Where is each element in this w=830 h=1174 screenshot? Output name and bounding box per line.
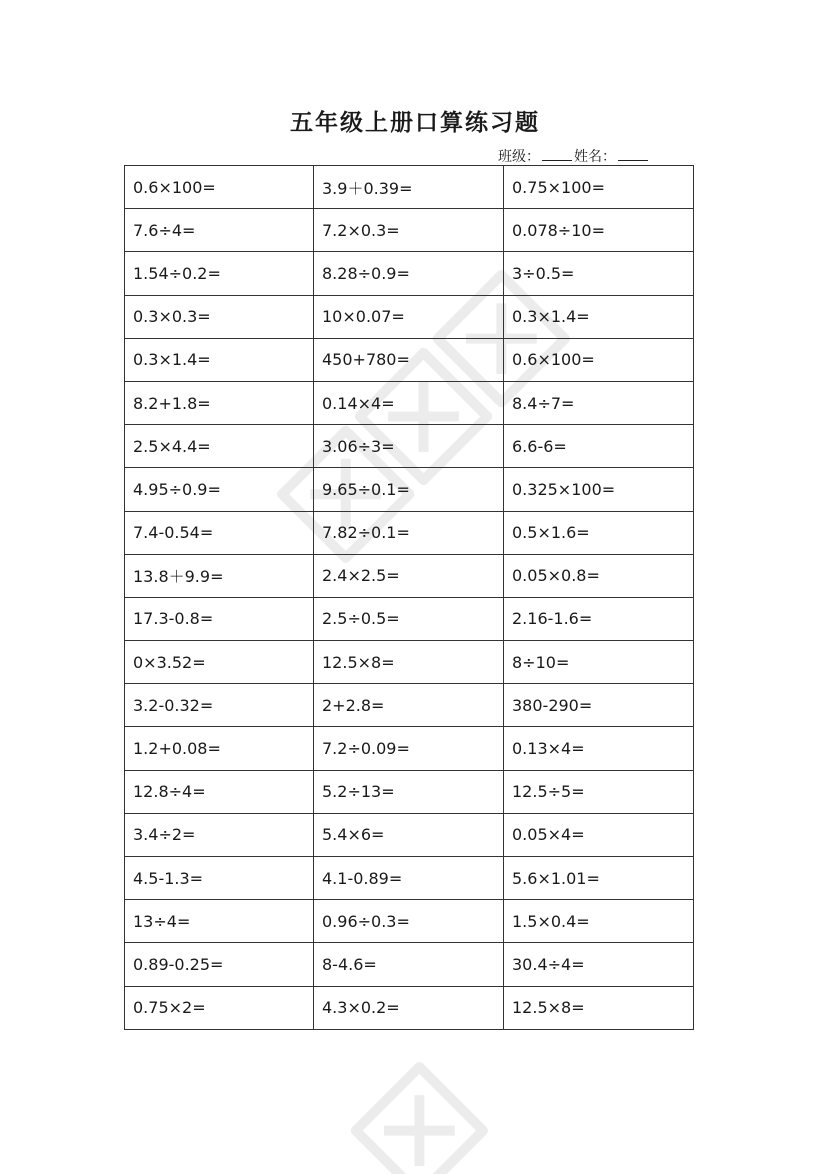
problem-cell: 0.14×4= — [314, 381, 504, 424]
problem-cell: 0.6×100= — [125, 166, 314, 209]
class-label: 班级： — [498, 149, 540, 165]
problem-cell: 0.6×100= — [504, 338, 694, 381]
problem-cell: 7.82÷0.1= — [314, 511, 504, 554]
table-row — [125, 770, 694, 813]
problem-cell: 5.4×6= — [314, 813, 504, 856]
problem-cell: 6.6-6= — [504, 425, 694, 468]
problem-cell: 1.2+0.08= — [125, 727, 314, 770]
problem-cell: 13.8＋9.9= — [125, 554, 314, 597]
table-row — [125, 511, 694, 554]
problem-cell: 380-290= — [504, 684, 694, 727]
problem-cell: 7.2×0.3= — [314, 209, 504, 252]
problem-cell: 7.6÷4= — [125, 209, 314, 252]
problem-cell: 12.5×8= — [504, 986, 694, 1029]
problem-cell: 7.2÷0.09= — [314, 727, 504, 770]
problem-cell: 4.95÷0.9= — [125, 468, 314, 511]
problem-cell: 0.75×2= — [125, 986, 314, 1029]
table-row — [125, 857, 694, 900]
problem-cell: 0.3×1.4= — [504, 295, 694, 338]
table-row — [125, 727, 694, 770]
problem-cell: 3.2-0.32= — [125, 684, 314, 727]
problem-cell: 8.28÷0.9= — [314, 252, 504, 295]
problem-cell: 5.2÷13= — [314, 770, 504, 813]
name-label: 姓名： — [574, 149, 616, 165]
table-row — [125, 252, 694, 295]
problem-cell: 13÷4= — [125, 900, 314, 943]
problem-table — [124, 165, 694, 1030]
problem-cell: 0.96÷0.3= — [314, 900, 504, 943]
problem-cell: 8.4÷7= — [504, 381, 694, 424]
page-title: 五年级上册口算练习题 — [290, 109, 540, 136]
problem-cell: 7.4-0.54= — [125, 511, 314, 554]
problem-cell: 1.5×0.4= — [504, 900, 694, 943]
table-row — [125, 943, 694, 986]
problem-cell: 2.16-1.6= — [504, 597, 694, 640]
problem-cell: 9.65÷0.1= — [314, 468, 504, 511]
problem-cell: 17.3-0.8= — [125, 597, 314, 640]
problem-cell: 450+780= — [314, 338, 504, 381]
problem-cell: 8.2+1.8= — [125, 381, 314, 424]
problem-cell: 3÷0.5= — [504, 252, 694, 295]
table-row — [125, 554, 694, 597]
problem-cell: 0.3×1.4= — [125, 338, 314, 381]
problem-cell: 8÷10= — [504, 641, 694, 684]
problem-cell: 4.5-1.3= — [125, 857, 314, 900]
student-info — [498, 146, 650, 166]
problem-cell: 0×3.52= — [125, 641, 314, 684]
problem-cell: 0.13×4= — [504, 727, 694, 770]
table-row — [125, 641, 694, 684]
problem-cell: 0.325×100= — [504, 468, 694, 511]
problem-cell: 10×0.07= — [314, 295, 504, 338]
table-row — [125, 900, 694, 943]
problem-cell: 2.5÷0.5= — [314, 597, 504, 640]
table-row — [125, 381, 694, 424]
problem-cell: 0.89-0.25= — [125, 943, 314, 986]
table-row — [125, 209, 694, 252]
problem-table-body — [125, 166, 694, 1030]
table-row — [125, 166, 694, 209]
problem-cell: 1.54÷0.2= — [125, 252, 314, 295]
problem-cell: 12.8÷4= — [125, 770, 314, 813]
problem-cell: 0.5×1.6= — [504, 511, 694, 554]
problem-cell: 12.5÷5= — [504, 770, 694, 813]
problem-cell: 0.75×100= — [504, 166, 694, 209]
problem-cell: 4.3×0.2= — [314, 986, 504, 1029]
table-row — [125, 597, 694, 640]
problem-cell: 0.05×0.8= — [504, 554, 694, 597]
problem-cell: 30.4÷4= — [504, 943, 694, 986]
problem-cell: 3.9＋0.39= — [314, 166, 504, 209]
table-row — [125, 425, 694, 468]
class-blank — [542, 146, 572, 161]
problem-cell: 12.5×8= — [314, 641, 504, 684]
table-row — [125, 986, 694, 1029]
table-row — [125, 338, 694, 381]
problem-cell: 0.3×0.3= — [125, 295, 314, 338]
problem-cell: 8-4.6= — [314, 943, 504, 986]
problem-cell: 4.1-0.89= — [314, 857, 504, 900]
table-row — [125, 468, 694, 511]
problem-cell: 2.4×2.5= — [314, 554, 504, 597]
table-row — [125, 813, 694, 856]
problem-cell: 0.05×4= — [504, 813, 694, 856]
problem-cell: 5.6×1.01= — [504, 857, 694, 900]
table-row — [125, 684, 694, 727]
problem-cell: 3.4÷2= — [125, 813, 314, 856]
problem-cell: 3.06÷3= — [314, 425, 504, 468]
problem-cell: 2+2.8= — [314, 684, 504, 727]
name-blank — [618, 146, 648, 161]
problem-cell: 0.078÷10= — [504, 209, 694, 252]
problem-cell: 2.5×4.4= — [125, 425, 314, 468]
table-row — [125, 295, 694, 338]
